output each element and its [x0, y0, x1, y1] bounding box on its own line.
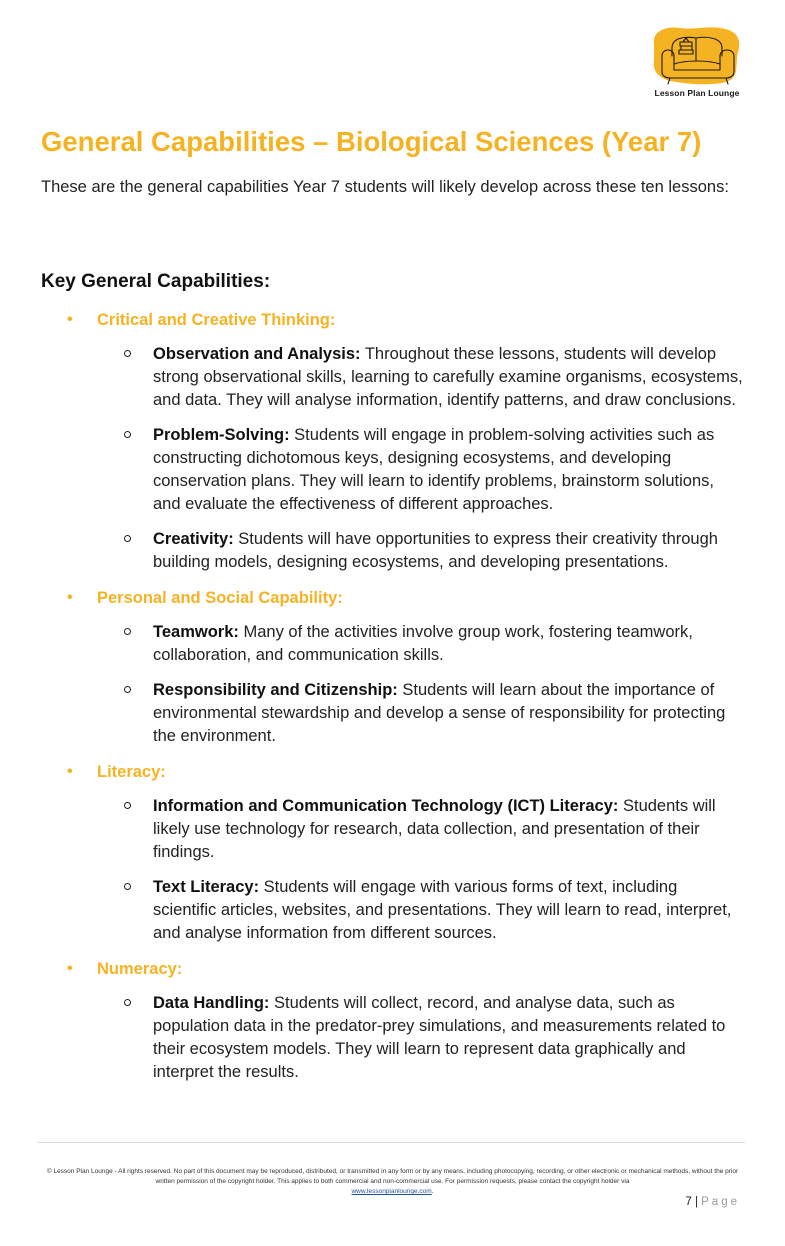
circle-bullet-icon	[124, 883, 131, 890]
bullet-icon: •	[67, 311, 73, 328]
item-text: Throughout these lessons, students will develop strong observational skills, learning to carefully examine organisms, ecosystems, and data. They will analyse information, identify patterns, and draw conclusions.	[153, 345, 743, 409]
item-text: Many of the activities involve group work, fostering teamwork, collaboration, and communication skills.	[153, 623, 693, 664]
page-separator: |	[694, 1196, 698, 1208]
bullet-icon: •	[67, 589, 73, 606]
list-item	[0, 528, 785, 574]
capability-critical-creative-thinking	[0, 308, 785, 574]
item-term: Observation and Analysis:	[153, 345, 361, 363]
copyright-text: © Lesson Plan Lounge - All rights reserved. No part of this document may be reproduced, distributed, or transmitted in any form or by any means, including photocopying, recording, or other electronic or mechanical methods, without the prior written permission of the copyright holder. This applies to both commercial and non-commercial use. For permission requests, please contact the copyright holder via	[46, 1168, 739, 1185]
item-text: Students will engage with various forms of text, including scientific articles, websites, and presentations. They will learn to read, interpret, and analyse information from different sources.	[153, 878, 732, 942]
circle-bullet-icon	[124, 802, 131, 809]
website-link[interactable]: www.lessonplanlounge.com	[351, 1188, 432, 1195]
list-item	[0, 992, 785, 1084]
sofa-with-books-icon	[650, 26, 744, 88]
item-term: Problem-Solving:	[153, 426, 290, 444]
item-term: Data Handling:	[153, 994, 270, 1012]
list-item	[0, 621, 785, 667]
brand-name: Lesson Plan Lounge	[654, 88, 740, 98]
footer-divider	[38, 1142, 745, 1143]
item-term: Responsibility and Citizenship:	[153, 681, 398, 699]
page-label: Page	[701, 1196, 740, 1208]
brand-logo	[650, 26, 744, 100]
item-term: Text Literacy:	[153, 878, 260, 896]
list-item	[0, 679, 785, 748]
capabilities-list	[0, 308, 785, 1096]
circle-bullet-icon	[124, 350, 131, 357]
list-item	[0, 795, 785, 864]
capability-personal-social	[0, 586, 785, 748]
capability-title: Numeracy:	[97, 960, 183, 978]
circle-bullet-icon	[124, 535, 131, 542]
item-text: Students will collect, record, and analyse data, such as population data in the predator-prey simulations, and measurements related to their ecosystem models. They will learn to represent data graphically and interpret the results.	[153, 994, 726, 1081]
circle-bullet-icon	[124, 999, 131, 1006]
circle-bullet-icon	[124, 431, 131, 438]
list-item	[0, 424, 785, 516]
section-heading: Key General Capabilities:	[41, 271, 271, 292]
item-term: Creativity:	[153, 530, 234, 548]
circle-bullet-icon	[124, 628, 131, 635]
copyright-notice	[44, 1167, 741, 1197]
intro-paragraph: These are the general capabilities Year 7 students will likely develop across these ten lessons:	[41, 178, 729, 196]
item-text: Students will have opportunities to express their creativity through building models, designing ecosystems, and developing presentations.	[153, 530, 718, 571]
page-title: General Capabilities – Biological Sciences (Year 7)	[41, 126, 702, 157]
capability-title: Critical and Creative Thinking:	[97, 311, 336, 329]
item-term: Teamwork:	[153, 623, 239, 641]
item-text: Students will learn about the importance of environmental stewardship and develop a sense of responsibility for protecting the environment.	[153, 681, 726, 745]
capability-title: Personal and Social Capability:	[97, 589, 343, 607]
item-term: Information and Communication Technology (ICT) Literacy:	[153, 797, 619, 815]
page-number-value: 7	[685, 1196, 692, 1208]
circle-bullet-icon	[124, 686, 131, 693]
capability-title: Literacy:	[97, 763, 166, 781]
page-number	[600, 1196, 740, 1208]
bullet-icon: •	[67, 763, 73, 780]
capability-literacy	[0, 760, 785, 945]
capability-numeracy	[0, 957, 785, 1084]
list-item	[0, 343, 785, 412]
list-item	[0, 876, 785, 945]
item-text: Students will engage in problem-solving activities such as constructing dichotomous keys, designing ecosystems, and developing conservation plans. They will learn to identify problems, brainstorm solutions, and evaluate the effectiveness of different approaches.	[153, 426, 715, 513]
item-text: Students will likely use technology for research, data collection, and presentation of their findings.	[153, 797, 716, 861]
bullet-icon: •	[67, 960, 73, 977]
link-suffix: .	[431, 1188, 434, 1195]
